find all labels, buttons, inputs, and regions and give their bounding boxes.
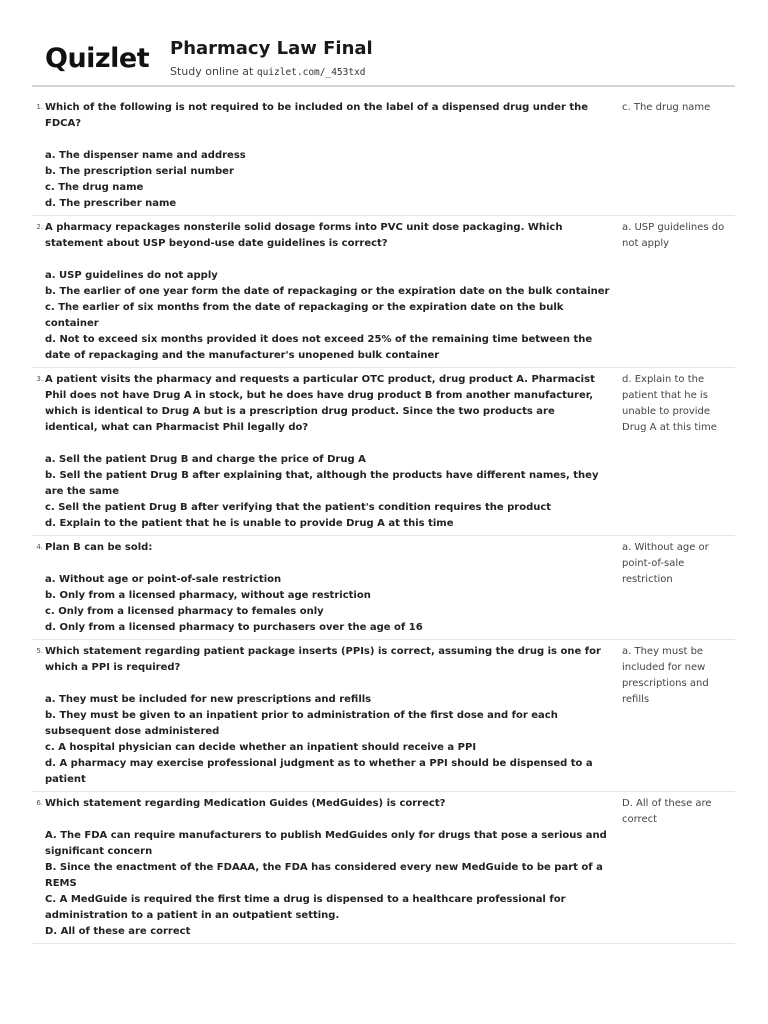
study-online-line [170,65,366,80]
option-d: d. Only from a licensed pharmacy to purchasers over the age of 16 [45,622,423,633]
option-d: d. A pharmacy may exercise professional judgment as to whether a PPI should be dispensed to a patient [45,758,593,785]
question-card [32,368,735,536]
option-b: b. They must be given to an inpatient prior to administration of the first dose and for each subsequent dose administered [45,710,558,737]
header-divider [32,85,735,87]
question-text: A patient visits the pharmacy and requests a particular OTC product, drug product A. Pharmacist Phil does not have Drug A in stock, but he does have drug product B from another manufacturer, which is identical to Drug A but is a prescription drug product. Since the two products are identical, what can Pharmacist Phil legally do? [45,374,595,433]
document-header [45,36,735,86]
question-body [45,796,610,940]
question-number: 3. [36,375,43,383]
question-number: 4. [36,543,43,551]
option-b: b. Only from a licensed pharmacy, without age restriction [45,590,371,601]
option-d: D. All of these are correct [45,926,191,937]
answer-text: a. They must be included for new prescriptions and refills [622,646,709,705]
question-card [32,640,735,792]
question-card [32,792,735,944]
study-url: quizlet.com/_453txd [256,67,366,78]
option-a: a. The dispenser name and address [45,150,246,161]
question-card [32,96,735,216]
question-text: Which of the following is not required to be included on the label of a dispensed drug under the FDCA? [45,102,589,129]
question-list [32,96,735,944]
option-d: d. Not to exceed six months provided it does not exceed 25% of the remaining time between the date of repackaging and the manufacturer's unopened bulk container [45,334,593,361]
question-body [45,220,610,364]
option-a: a. Sell the patient Drug B and charge the price of Drug A [45,454,366,465]
question-number: 1. [36,103,43,111]
option-b: b. Sell the patient Drug B after explaining that, although the products have different names, they are the same [45,470,599,497]
question-body [45,644,610,788]
question-text: A pharmacy repackages nonsterile solid dosage forms into PVC unit dose packaging. Which statement about USP beyond-use date guidelines is correct? [45,222,563,249]
question-number: 5. [36,647,43,655]
question-number: 6. [36,799,43,807]
option-a: a. Without age or point-of-sale restriction [45,574,282,585]
option-c: c. A hospital physician can decide whether an inpatient should receive a PPI [45,742,477,753]
option-d: d. Explain to the patient that he is unable to provide Drug A at this time [45,518,454,529]
answer-text: c. The drug name [622,102,711,113]
question-number: 2. [36,223,43,231]
option-b: b. The prescription serial number [45,166,234,177]
answer-text: a. Without age or point-of-sale restriction [622,542,709,585]
question-body [45,540,610,636]
option-c: c. The drug name [45,182,144,193]
answer-text: d. Explain to the patient that he is unable to provide Drug A at this time [622,374,717,433]
option-b: b. The earlier of one year form the date of repackaging or the expiration date on the bulk container [45,286,610,297]
option-c: c. Only from a licensed pharmacy to females only [45,606,324,617]
option-b: B. Since the enactment of the FDAAA, the FDA has considered every new MedGuide to be part of a REMS [45,862,603,889]
question-text: Plan B can be sold: [45,542,153,553]
question-text: Which statement regarding Medication Guides (MedGuides) is correct? [45,798,446,809]
question-card [32,216,735,368]
question-text: Which statement regarding patient package inserts (PPIs) is correct, assuming the drug is one for which a PPI is required? [45,646,601,673]
answer-text: a. USP guidelines do not apply [622,222,725,249]
option-c: C. A MedGuide is required the first time a drug is dispensed to a healthcare professional for administration to a patient in an outpatient setting. [45,894,566,921]
option-c: c. The earlier of six months from the date of repackaging or the expiration date on the bulk container [45,302,564,329]
option-a: a. They must be included for new prescriptions and refills [45,694,372,705]
question-card [32,536,735,640]
answer-text: D. All of these are correct [622,798,712,825]
question-body [45,372,610,532]
quizlet-logo: Quizlet [45,43,150,74]
option-c: c. Sell the patient Drug B after verifying that the patient's condition requires the product [45,502,552,513]
page-title: Pharmacy Law Final [170,38,373,59]
option-a: A. The FDA can require manufacturers to publish MedGuides only for drugs that pose a serious and significant concern [45,830,607,857]
study-prefix: Study online at [170,65,257,78]
option-d: d. The prescriber name [45,198,177,209]
question-body [45,100,610,212]
option-a: a. USP guidelines do not apply [45,270,218,281]
